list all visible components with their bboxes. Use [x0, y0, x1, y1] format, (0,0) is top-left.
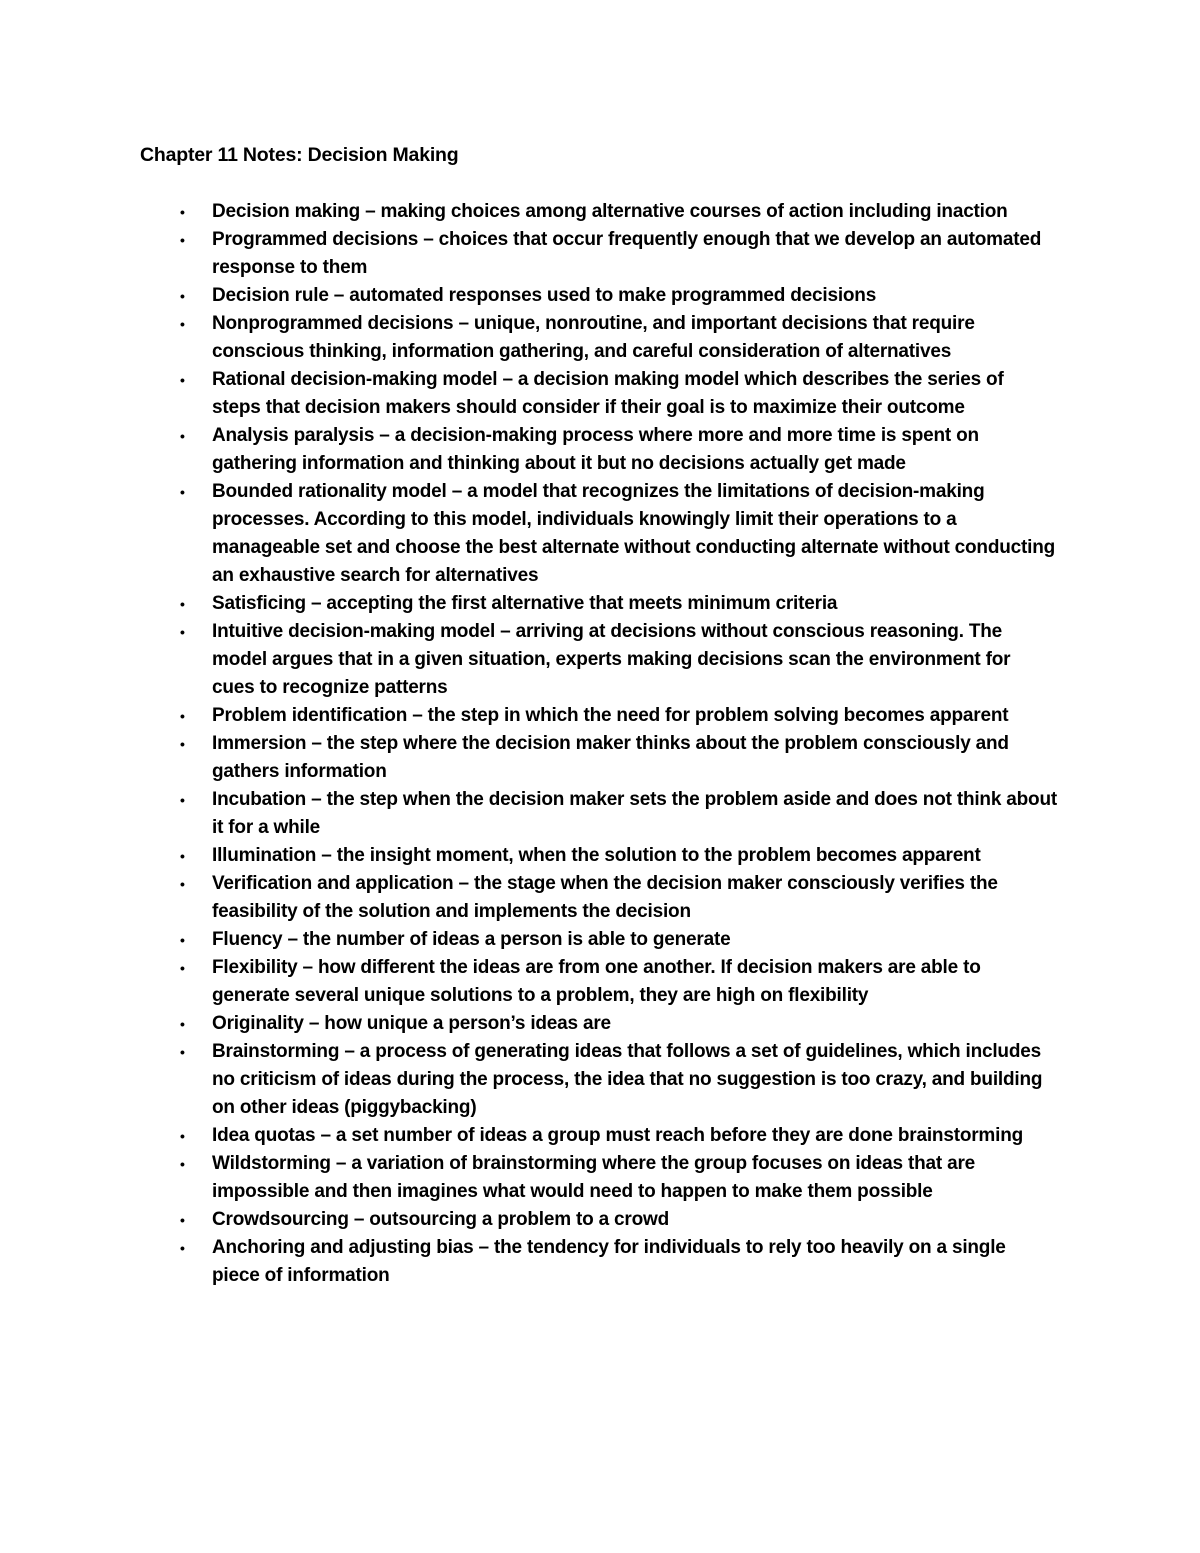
- bullet-text: Wildstorming – a variation of brainstorming where the group focuses on ideas that are impossible and then imagines what would need to happen to make them possible: [212, 1153, 976, 1202]
- list-item: [140, 226, 1057, 282]
- bullet-text: Brainstorming – a process of generating ideas that follows a set of guidelines, which includes no criticism of ideas during the process, the idea that no suggestion is too crazy, and building on other ideas (piggybacking): [212, 1041, 1043, 1118]
- bullet-text: Intuitive decision-making model – arriving at decisions without conscious reasoning. The model argues that in a given situation, experts making decisions scan the environment for cues to recognize patterns: [212, 621, 1011, 698]
- bullet-text: Illumination – the insight moment, when the solution to the problem becomes apparent: [212, 845, 981, 866]
- list-item: [140, 1206, 1057, 1234]
- notes-list: [140, 198, 1057, 1290]
- list-item: [140, 730, 1057, 786]
- bullet-text: Nonprogrammed decisions – unique, nonroutine, and important decisions that require conscious thinking, information gathering, and careful consideration of alternatives: [212, 313, 975, 362]
- bullet-icon: •: [180, 316, 185, 332]
- bullet-text: Incubation – the step when the decision maker sets the problem aside and does not think about it for a while: [212, 789, 1057, 838]
- bullet-icon: •: [180, 708, 185, 724]
- bullet-icon: •: [180, 428, 185, 444]
- list-item: [140, 1234, 1057, 1290]
- bullet-text: Verification and application – the stage when the decision maker consciously verifies the feasibility of the solution and implements the decision: [212, 873, 998, 922]
- bullet-icon: •: [180, 1128, 185, 1144]
- bullet-text: Analysis paralysis – a decision-making process where more and more time is spent on gathering information and thinking about it but no decisions actually get made: [212, 425, 979, 474]
- list-item: [140, 702, 1057, 730]
- bullet-icon: •: [180, 1212, 185, 1228]
- page-title: Chapter 11 Notes: Decision Making: [140, 144, 459, 166]
- bullet-icon: •: [180, 876, 185, 892]
- bullet-text: Bounded rationality model – a model that recognizes the limitations of decision-making processes. According to this model, individuals knowingly limit their operations to a manageable set and choose the best alternate without conducting alternate without conducting an exhaustive search for alternatives: [212, 481, 1056, 586]
- bullet-icon: •: [180, 792, 185, 808]
- bullet-text: Fluency – the number of ideas a person is able to generate: [212, 929, 731, 950]
- bullet-icon: •: [180, 372, 185, 388]
- bullet-text: Crowdsourcing – outsourcing a problem to a crowd: [212, 1209, 669, 1230]
- list-item: [140, 590, 1057, 618]
- bullet-icon: •: [180, 848, 185, 864]
- bullet-icon: •: [180, 1016, 185, 1032]
- bullet-icon: •: [180, 1156, 185, 1172]
- bullet-text: Decision rule – automated responses used to make programmed decisions: [212, 285, 877, 306]
- bullet-text: Flexibility – how different the ideas are from one another. If decision makers are able to generate several unique solutions to a problem, they are high on flexibility: [212, 957, 981, 1006]
- bullet-icon: •: [180, 736, 185, 752]
- list-item: [140, 198, 1057, 226]
- list-item: [140, 1150, 1057, 1206]
- list-item: [140, 926, 1057, 954]
- list-item: [140, 1122, 1057, 1150]
- bullet-text: Decision making – making choices among alternative courses of action including inaction: [212, 201, 1008, 222]
- list-item: [140, 366, 1057, 422]
- list-item: [140, 282, 1057, 310]
- list-item: [140, 478, 1057, 590]
- bullet-text: Immersion – the step where the decision maker thinks about the problem consciously and gathers information: [212, 733, 1009, 782]
- bullet-icon: •: [180, 1044, 185, 1060]
- bullet-text: Problem identification – the step in which the need for problem solving becomes apparent: [212, 705, 1009, 726]
- bullet-text: Anchoring and adjusting bias – the tendency for individuals to rely too heavily on a single piece of information: [212, 1237, 1006, 1286]
- bullet-icon: •: [180, 624, 185, 640]
- list-item: [140, 842, 1057, 870]
- bullet-icon: •: [180, 232, 185, 248]
- list-item: [140, 954, 1057, 1010]
- bullet-text: Satisficing – accepting the first alternative that meets minimum criteria: [212, 593, 838, 614]
- list-item: [140, 310, 1057, 366]
- bullet-icon: •: [180, 596, 185, 612]
- bullet-text: Programmed decisions – choices that occur frequently enough that we develop an automated response to them: [212, 229, 1042, 278]
- bullet-text: Idea quotas – a set number of ideas a group must reach before they are done brainstorming: [212, 1125, 1024, 1146]
- list-item: [140, 422, 1057, 478]
- bullet-icon: •: [180, 960, 185, 976]
- bullet-icon: •: [180, 484, 185, 500]
- list-item: [140, 870, 1057, 926]
- bullet-text: Rational decision-making model – a decision making model which describes the series of steps that decision makers should consider if their goal is to maximize their outcome: [212, 369, 1004, 418]
- list-item: [140, 786, 1057, 842]
- bullet-text: Originality – how unique a person’s ideas are: [212, 1013, 611, 1034]
- bullet-icon: •: [180, 932, 185, 948]
- list-item: [140, 1010, 1057, 1038]
- list-item: [140, 618, 1057, 702]
- bullet-icon: •: [180, 1240, 185, 1256]
- bullet-icon: •: [180, 204, 185, 220]
- list-item: [140, 1038, 1057, 1122]
- bullet-icon: •: [180, 288, 185, 304]
